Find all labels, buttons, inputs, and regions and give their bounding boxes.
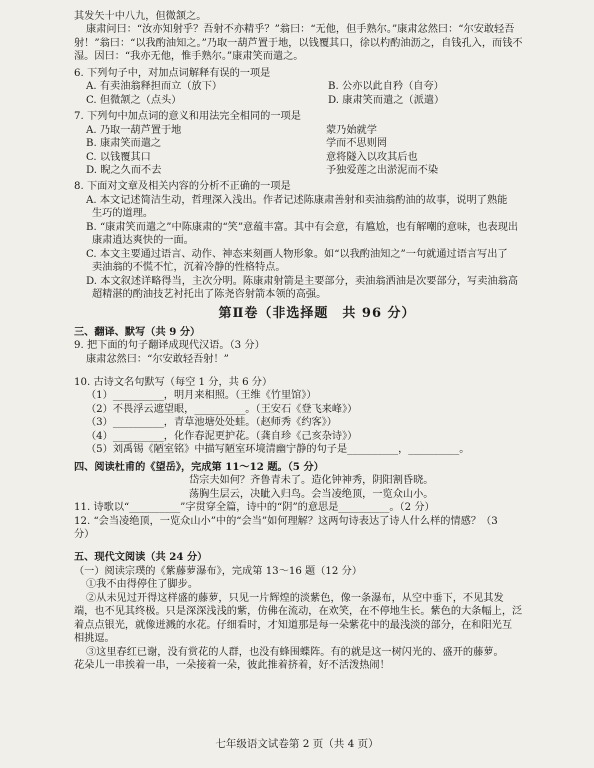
option-c: C. 本文主要通过语言、动作、神态来刻画人物形象。如“以我酌油知之”一句就通过语言写出了 (86, 248, 508, 260)
part-2-title: 第Ⅱ卷（非选择题 共 96 分） (218, 305, 416, 321)
option-a: A. 有卖油翁释担而立（放下） (86, 81, 223, 93)
option-d-cont: 超精湛的酌油技艺衬托出了陈尧咨射箭本领的高强。 (92, 289, 327, 301)
question-8 (74, 180, 560, 301)
question-12: 12. “会当凌绝顶，一览众山小”中的“会当”如何理解？这两句诗表达了诗人什么样的情感？（3 (74, 515, 498, 527)
paragraph-3-cont: 花朵儿一串挨着一串，一朵接着一朵，彼此推着挤着，好不活泼热闹！ (74, 660, 390, 672)
question-10: 10. 古诗文名句默写（每空 1 分，共 6 分） (74, 377, 273, 389)
question-stem: 8. 下面对文章及相关内容的分析不正确的一项是 (74, 181, 291, 193)
option-b: B. 公亦以此自矜（自夸） (328, 81, 444, 93)
options (74, 80, 560, 107)
question-stem: 6. 下列句子中，对加点词解释有误的一项是 (74, 67, 271, 79)
question-7 (74, 110, 560, 177)
question-stem: 7. 下列句中加点词的意义和用法完全相同的一项是 (74, 111, 301, 123)
option-c-right: 意将隧入以攻其后也 (326, 151, 418, 163)
section-4 (74, 461, 560, 542)
options (74, 124, 560, 178)
fill-blank-3: （3）__________，青草池塘处处蛙。（赵师秀《约客》） (86, 417, 337, 429)
fill-blank-2: （2）不畏浮云遮望眼，__________。（王安石《登飞来峰》） (86, 403, 358, 415)
paragraph-3: ③这里春红已谢，没有赏花的人群，也没有蜂围蝶阵。有的就是这一树闪光的、盛开的藤萝。 (86, 646, 504, 658)
option-a-left: A. 乃取一葫芦置于地 (86, 124, 182, 136)
paragraph-2: ②从未见过开得这样盛的藤萝，只见一片辉煌的淡紫色，像一条瀑布，从空中垂下，不见其发 (86, 592, 504, 604)
section-title: 四、阅读杜甫的《望岳》，完成第 11～12 题。（5 分） (74, 460, 324, 473)
paragraph-1: ①我不由得停住了脚步。 (86, 579, 199, 591)
question-6 (74, 67, 560, 107)
option-b-right: 学而不思则罔 (326, 138, 388, 150)
passage-line: 射！”翁曰：“以我酌油知之。”乃取一葫芦置于地，以钱覆其口，徐以杓酌油沥之，自钱孔入，而钱不 (74, 37, 523, 49)
subsection-title: （一）阅读宗璞的《紫藤萝瀑布》，完成第 13～16 题（12 分） (74, 565, 363, 577)
option-b-left: B. 康肃笑而遣之 (86, 138, 162, 150)
option-d: D. 本文叙述详略得当，主次分明。陈康肃射箭是主要部分，卖油翁洒油是次要部分，写卖油翁高 (86, 275, 518, 287)
option-b: B. “康肃笑而遣之”中陈康肃的“笑”意蕴丰富。其中有会意，有尴尬，也有解嘲的意味，也表现出 (86, 221, 519, 233)
section-5 (74, 551, 560, 672)
fill-blank-5: （5）刘禹锡《陋室铭》中描写陋室环境清幽宁静的句子是__________，__________。 (86, 444, 470, 456)
question-9: 9. 把下面的句子翻译成现代汉语。（3 分） (74, 340, 265, 352)
section-title: 三、翻译、默写（共 9 分） (74, 325, 201, 338)
option-a-right: 蒙乃始就学 (326, 124, 377, 136)
paragraph-2-cont: 端，也不见其终极。只是深深浅浅的紫，仿佛在流动，在欢笑，在不停地生长。紫色的大条幅上，泛 (74, 606, 523, 618)
option-d-left: D. 睨之久而不去 (86, 164, 162, 176)
page-footer: 七年级语文试卷第 2 页（共 4 页） (215, 738, 379, 751)
passage-line: 康肃问曰：“汝亦知射乎？吾射不亦精乎？”翁曰：“无他，但手熟尔。”康肃忿然曰：“尔安敢轻吾 (86, 24, 515, 36)
fill-blank-1: （1）__________，明月来相照。（王维《竹里馆》） (86, 390, 317, 402)
option-c-cont: 卖油翁的不慌不忙，沉着冷静的性格特点。 (92, 262, 286, 274)
passage-ending (74, 10, 560, 64)
section-title: 五、现代文阅读（共 24 分） (74, 551, 208, 564)
fill-blank-4: （4）__________，化作春泥更护花。（龚自珍《己亥杂诗》） (86, 430, 358, 442)
poem-line-2: 荡胸生层云，决眦入归鸟。会当凌绝顶，一览众山小。 (189, 488, 434, 500)
option-c: C. 但微颔之（点头） (86, 94, 182, 106)
option-a: A. 本文记述简洁生动，哲理深入浅出。作者记述陈康肃善射和卖油翁酌油的故事，说明了熟能 (86, 194, 508, 206)
question-12-cont: 分） (74, 529, 95, 541)
option-c-left: C. 以钱覆其口 (86, 151, 151, 163)
option-d-right: 予独爱莲之出淤泥而不染 (326, 164, 439, 176)
option-b-cont: 康肃逍达爽快的一面。 (92, 235, 194, 247)
section-3 (74, 326, 560, 457)
option-a-cont: 生巧的道理。 (92, 208, 154, 220)
passage-line: 其发矢十中八九，但微颔之。 (74, 11, 207, 22)
paragraph-2-cont: 相挑逗。 (74, 633, 115, 645)
option-d: D. 康肃笑而遣之（派遣） (328, 94, 445, 106)
question-11: 11. 诗歌以“__________”字贯穿全篇，诗中的“阴”的意思是__________。（2 分） (74, 502, 435, 514)
poem-line-1: 岱宗夫如何？齐鲁青未了。造化钟神秀，阴阳割昏晓。 (189, 475, 434, 487)
paragraph-2-cont: 着点点银光，就像迸溅的水花。仔细看时，才知道那是每一朵紫花中的最浅淡的部分，在和阳光互 (74, 619, 513, 631)
question-9-sentence: 康肃忿然曰：“尔安敢轻吾射！” (86, 353, 229, 365)
passage-line: 湿。因曰：“我亦无他，惟手熟尔。”康肃笑而遣之。 (74, 51, 304, 63)
